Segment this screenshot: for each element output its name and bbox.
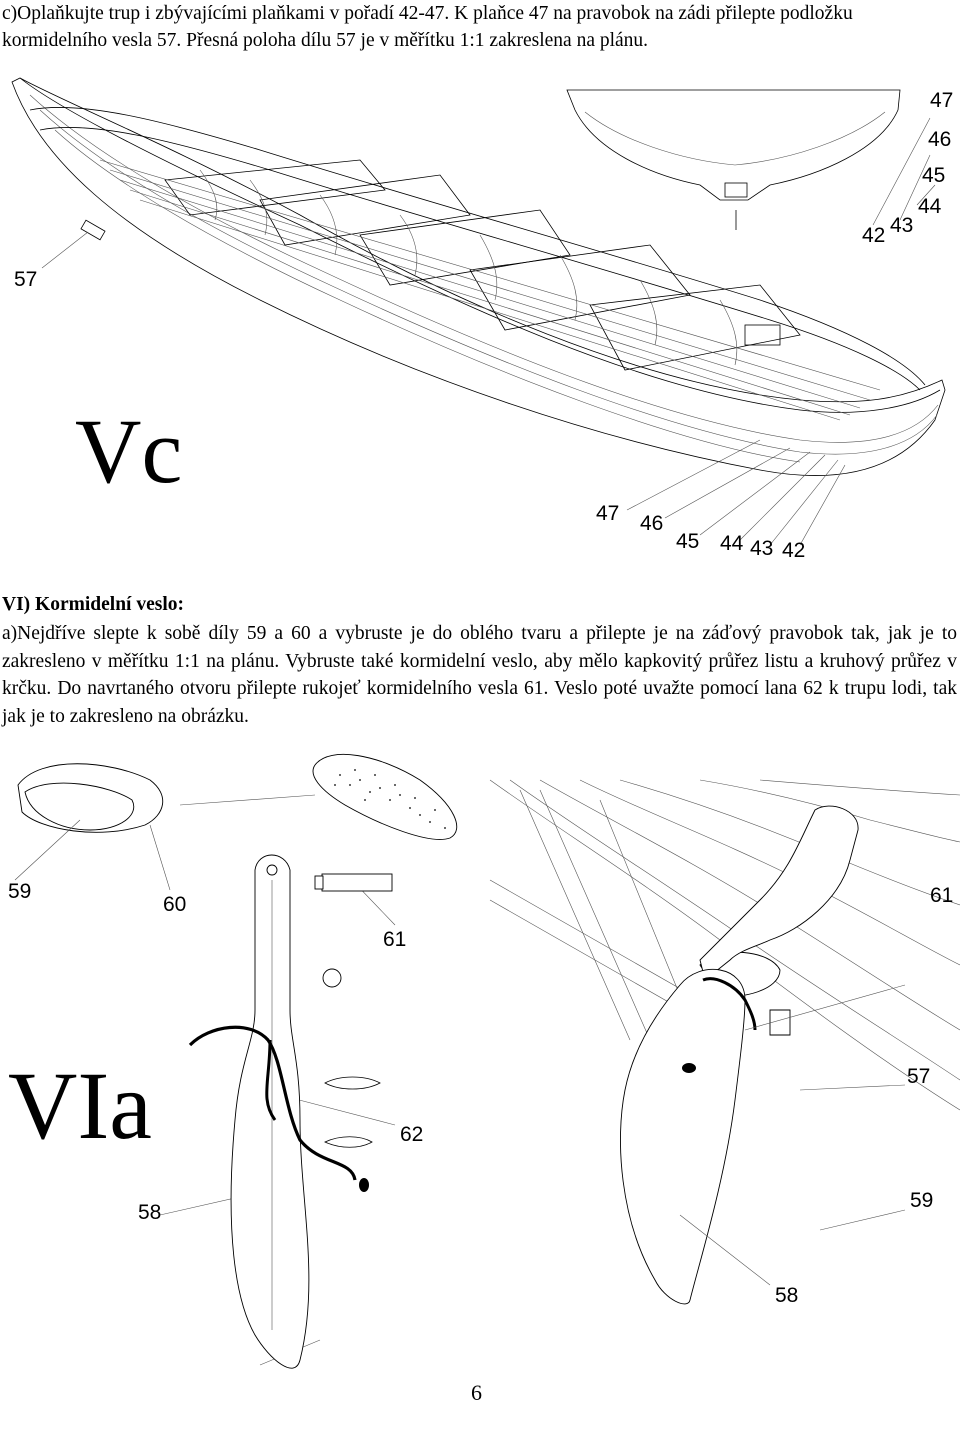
label-43-bottom: 43 bbox=[750, 537, 774, 560]
label-61-left: 61 bbox=[383, 928, 407, 951]
figure-title-via: VIa bbox=[8, 1052, 152, 1159]
label-46-bottom: 46 bbox=[640, 512, 664, 535]
label-47-top: 47 bbox=[930, 89, 954, 112]
label-44-top: 44 bbox=[918, 195, 942, 218]
label-61-right: 61 bbox=[930, 884, 954, 907]
section-title: VI) Kormidelní veslo: bbox=[2, 594, 184, 615]
intro-paragraph: c)Oplaňkujte trup i zbývajícími plaňkami v pořadí 42-47. K plaňce 47 na pravobok na zádi přilepte podložku kormidelního vesla 57. Přesná poloha dílu 57 je v měřítku 1:1 zakreslena na plánu. bbox=[2, 3, 853, 51]
label-62: 62 bbox=[400, 1123, 424, 1146]
label-58-right: 58 bbox=[775, 1284, 799, 1307]
label-42-top: 42 bbox=[862, 224, 886, 247]
label-59-left: 59 bbox=[8, 880, 32, 903]
label-45-bottom: 45 bbox=[676, 530, 700, 553]
label-57-right: 57 bbox=[907, 1065, 931, 1088]
figure-title-vc: Vc bbox=[75, 400, 183, 502]
label-60: 60 bbox=[163, 893, 187, 916]
section-paragraph: a)Nejdříve slepte k sobě díly 59 a 60 a vybruste je do oblého tvaru a přilepte je na záďový pravobok tak, jak je to zakresleno v měřítku 1:1 na plánu. Vybruste také kormidelní veslo, aby mělo kapkovitý průřez listu a kruhový průřez v krčku. Do navrtaného otvoru přilepte rukojeť kormidelního vesla 61. Veslo poté uvažte pomocí lana 62 k trupu lodi, tak jak je to zakresleno na obrázku. bbox=[2, 623, 957, 727]
label-44-bottom: 44 bbox=[720, 532, 744, 555]
label-57: 57 bbox=[14, 268, 38, 291]
page-number: 6 bbox=[471, 1380, 482, 1405]
label-43-top: 43 bbox=[890, 214, 914, 237]
label-59-right: 59 bbox=[910, 1189, 934, 1212]
label-58-left: 58 bbox=[138, 1201, 162, 1224]
label-45-top: 45 bbox=[922, 164, 946, 187]
label-42-bottom: 42 bbox=[782, 539, 806, 562]
label-46-top: 46 bbox=[928, 128, 952, 151]
label-47-bottom: 47 bbox=[596, 502, 620, 525]
